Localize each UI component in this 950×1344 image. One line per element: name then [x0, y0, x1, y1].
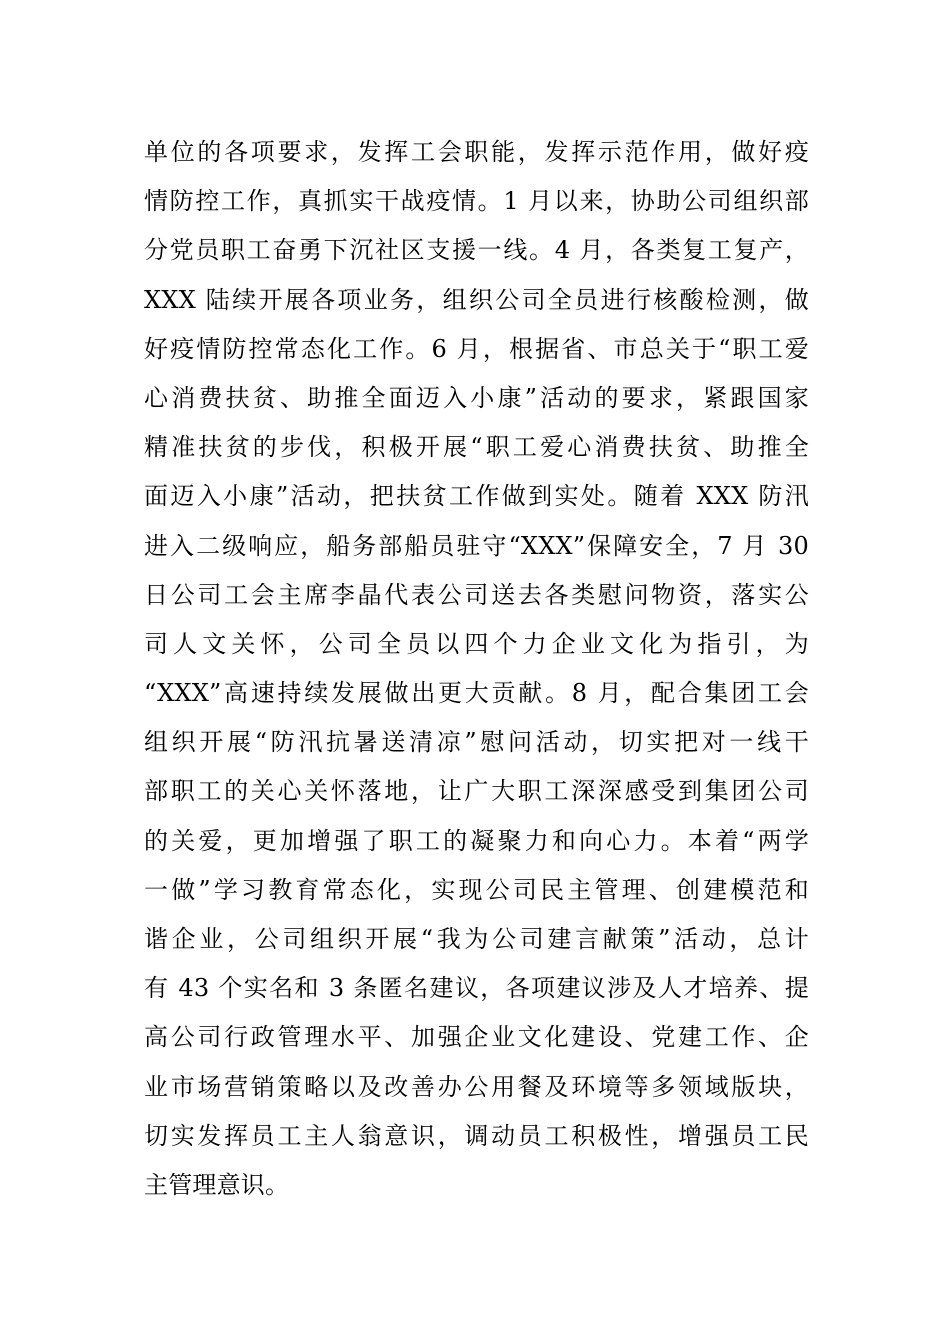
- paragraph-line-5: 好疫情防控常态化工作。6 月，根据省、市总关于“职工爱: [144, 334, 809, 363]
- paragraph-line-16: 一做”学习教育常态化，实现公司民主管理、创建模范和: [144, 875, 809, 904]
- paragraph-line-9: 进入二级响应，船务部船员驻守“XXX”保障安全，7 月 30: [144, 531, 809, 560]
- paragraph-line-12: “XXX”高速持续发展做出更大贡献。8 月，配合集团工会: [144, 679, 809, 708]
- paragraph-line-4: XXX 陆续开展各项业务，组织公司全员进行核酸检测，做: [144, 285, 809, 314]
- paragraph-line-2: 情防控工作，真抓实干战疫情。1 月以来，协助公司组织部: [144, 187, 809, 216]
- paragraph-line-10: 日公司工会主席李晶代表公司送去各类慰问物资，落实公: [144, 580, 809, 609]
- paragraph-line-18: 有 43 个实名和 3 条匿名建议，各项建议涉及人才培养、提: [144, 974, 809, 1003]
- paragraph-line-20: 业市场营销策略以及改善办公用餐及环境等多领域版块，: [144, 1072, 809, 1101]
- paragraph-line-6: 心消费扶贫、助推全面迈入小康”活动的要求，紧跟国家: [144, 383, 809, 412]
- paragraph-line-11: 司人文关怀，公司全员以四个力企业文化为指引，为: [144, 629, 809, 658]
- paragraph-line-19: 高公司行政管理水平、加强企业文化建设、党建工作、企: [144, 1023, 809, 1052]
- paragraph-line-14: 部职工的关心关怀落地，让广大职工深深感受到集团公司: [144, 777, 809, 806]
- paragraph-line-17: 谐企业，公司组织开展“我为公司建言献策”活动，总计: [144, 925, 809, 953]
- paragraph-line-22: 主管理意识。: [144, 1170, 290, 1199]
- body-paragraph: [144, 128, 809, 1210]
- paragraph-line-3: 分党员职工奋勇下沉社区支援一线。4 月，各类复工复产，: [144, 236, 809, 265]
- paragraph-line-1: 单位的各项要求，发挥工会职能，发挥示范作用，做好疫: [144, 138, 809, 166]
- paragraph-line-15: 的关爱，更加增强了职工的凝聚力和向心力。本着“两学: [144, 826, 809, 855]
- paragraph-line-7: 精准扶贫的步伐，积极开展“职工爱心消费扶贫、助推全: [144, 433, 809, 462]
- paragraph-line-13: 组织开展“防汛抗暑送清凉”慰问活动，切实把对一线干: [144, 728, 809, 757]
- paragraph-line-8: 面迈入小康”活动，把扶贫工作做到实处。随着 XXX 防汛: [144, 482, 809, 511]
- paragraph-line-21: 切实发挥员工主人翁意识，调动员工积极性，增强员工民: [144, 1121, 809, 1150]
